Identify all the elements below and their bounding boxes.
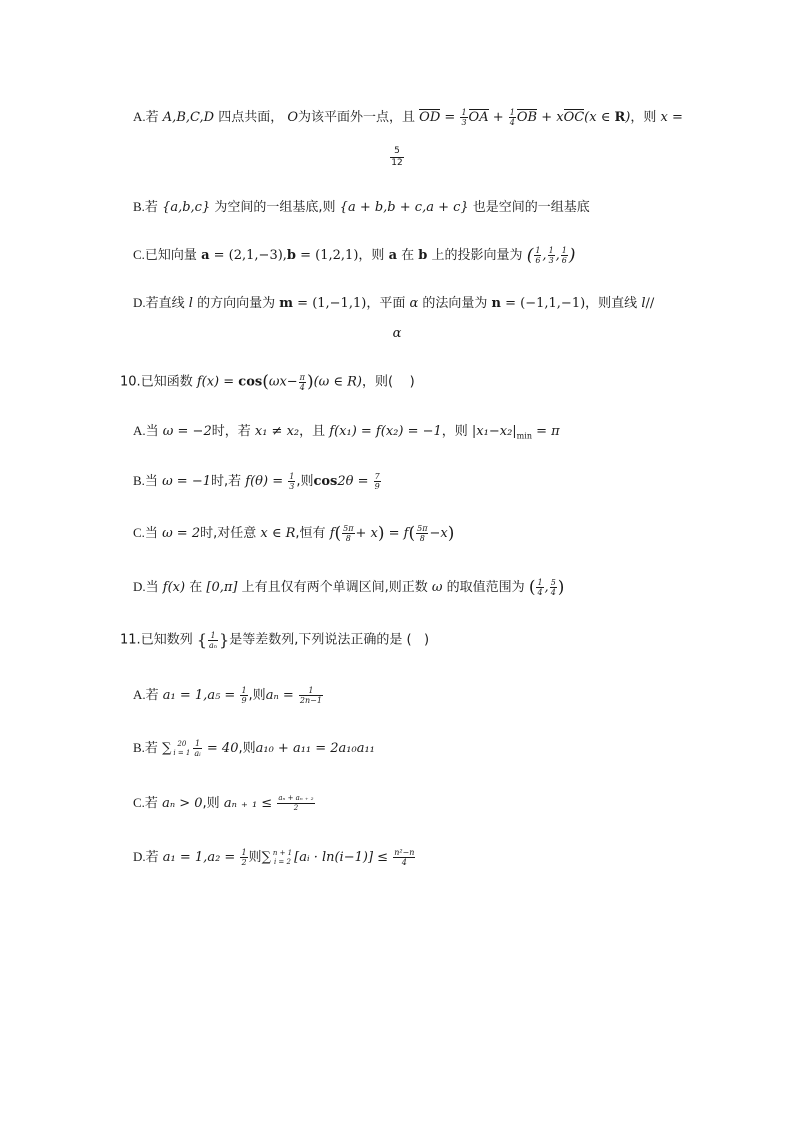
q10-option-b (133, 471, 382, 492)
math: = π (531, 424, 560, 439)
numerator: 5 (550, 578, 556, 587)
math-alpha: α (392, 326, 402, 341)
math: a₁₀ + a₁₁ = 2a₁₀a₁₁ (255, 741, 375, 756)
fraction (299, 373, 306, 392)
math: ω = −2 (162, 424, 212, 439)
math: f(θ) = (245, 474, 288, 489)
math-set: {a,b,c} (162, 200, 211, 215)
text: 的方向向量为 (197, 296, 276, 311)
denominator: 2 (277, 803, 314, 813)
text: ) (423, 632, 430, 648)
option-label: D. (133, 579, 146, 594)
text: 当 (145, 424, 159, 439)
math: 2θ = (337, 474, 373, 489)
math: x₁ ≠ x₂ (254, 424, 300, 439)
denominator: 2n−1 (299, 696, 322, 705)
text: 上的投影向量为 (431, 248, 523, 263)
option-label: C. (133, 525, 145, 540)
math-sequence: { $\frac{1}{\text{aₙ}}$ } (196, 630, 230, 650)
q11-option-a (133, 685, 324, 706)
math: f(x) (162, 580, 186, 595)
vector-a: a (388, 248, 397, 263)
numerator: 1 (241, 848, 247, 857)
text: 若 (144, 200, 158, 215)
math: ω = 2 (162, 526, 201, 541)
text: 已知函数 (140, 374, 193, 390)
math: a₁ = 1,a₂ = (162, 850, 240, 865)
math: aₙ = (265, 688, 298, 703)
q11-option-d (133, 847, 416, 868)
denominator: aₙ (209, 640, 218, 650)
vector-a: a (201, 248, 210, 263)
text: 在 (401, 248, 415, 263)
text: 当 (144, 526, 158, 541)
math-projection: ( $\frac{1}{6}$ , $\frac{1}{3}$ , $\frac{1}{6}$ ) (526, 245, 576, 266)
math-f: f(x) = (196, 374, 239, 390)
fraction (390, 146, 403, 169)
text: 四点共面， (218, 110, 284, 125)
text: 也是空间的一组基底 (472, 200, 590, 215)
q9-d-continued (0, 326, 794, 341)
fraction (299, 686, 323, 705)
text: ，则直线 (585, 296, 638, 311)
fraction (374, 472, 381, 491)
math: = (−1,1,−1) (501, 296, 586, 311)
text: ，且 (299, 424, 326, 439)
math-abs: |x₁−x₂| (471, 424, 517, 439)
option-label: A. (133, 687, 146, 702)
math-l: l (188, 296, 193, 311)
question-number: 10. (120, 374, 141, 390)
numerator: 5 (394, 146, 400, 156)
numerator: aₙ + aₙ ₊ ₂ (278, 794, 314, 802)
math: aₙ > 0 (162, 796, 203, 811)
math-cos: cos (313, 474, 338, 489)
text: 时,对任意 (200, 526, 257, 541)
math-sum (262, 850, 295, 865)
option-label: A. (133, 109, 146, 124)
text: ,则 (202, 796, 220, 811)
numerator: 1 (210, 630, 216, 640)
denominator: 8 (416, 533, 428, 543)
math: ω = −1 (162, 474, 211, 489)
math: f(x₁) = f(x₂) = −1 (329, 424, 442, 439)
text: 上有且仅有两个单调区间,则正数 (241, 580, 428, 595)
text: ) (409, 374, 415, 390)
numerator: π (299, 372, 305, 382)
text: 为空间的一组基底,则 (214, 200, 336, 215)
math: = (1,−1,1) (293, 296, 367, 311)
text: ,则 (296, 474, 314, 489)
sum-lower: i = 2 (273, 857, 291, 866)
text: 的法向量为 (422, 296, 488, 311)
numerator: 7 (374, 472, 380, 481)
math-range: ( $\frac{1}{4}$ , $\frac{5}{4}$ ) (528, 577, 565, 598)
denominator: 9 (374, 482, 380, 491)
text: 则 (248, 850, 262, 865)
math-vector-eq: OD = $\frac{1}{3}$ OA + $\frac{1}{4}$ OB + xOC(x ∈ R) (419, 108, 631, 127)
denominator: 4 (550, 588, 556, 597)
option-label: C. (133, 247, 145, 262)
q11-option-c (133, 793, 316, 814)
text: 已知向量 (144, 248, 197, 263)
text: 为该平面外一点，且 (298, 110, 416, 125)
sum-sign: ∑ (261, 850, 271, 865)
subscript-min: min (516, 431, 532, 441)
text: ，则( (362, 374, 394, 390)
q10-stem: 10.已知函数 f(x) = cos(ωx− $\frac{\pi}{4}$ )(ω ∈ R)，则( ) (120, 372, 415, 392)
text: 若 (145, 110, 159, 125)
math-omega: ω (431, 580, 443, 595)
numerator: 1 (308, 686, 314, 695)
q9-option-c (133, 245, 576, 266)
text: ,则 (248, 688, 266, 703)
math: ωx− (268, 374, 298, 390)
vector-n: n (491, 296, 501, 311)
math-cos: cos (238, 374, 263, 390)
math-set: {a + b,b + c,a + c} (339, 200, 469, 215)
math: [aᵢ · ln(i−1)] ≤ (294, 850, 393, 865)
option-label: C. (133, 795, 145, 810)
numerator: 1 (195, 739, 201, 748)
sum-sign: ∑ (162, 741, 172, 756)
option-label: B. (133, 199, 145, 214)
text: 若 (145, 850, 159, 865)
text: 是等差数列,下列说法正确的是 ( (229, 632, 412, 648)
denominator: 9 (241, 696, 247, 705)
denominator: 4 (393, 857, 415, 867)
numerator: 5π (343, 524, 354, 533)
q9-option-b (133, 197, 590, 218)
text: 若 (145, 688, 159, 703)
numerator: 5π (417, 524, 428, 533)
math-eq: = (672, 110, 683, 125)
vector-m: m (279, 296, 294, 311)
q11-stem (120, 630, 429, 651)
math-points: A,B,C,D (162, 110, 215, 125)
math: −x (429, 526, 448, 541)
text: ，则 (630, 110, 657, 125)
q10-option-d (133, 577, 564, 598)
q10-option-c: C.当 ω = 2时,对任意 x ∈ R,恒有 f( $\frac{5\pi}{8}$ + x) = f( $\frac{5\pi}{8}$ −x) (133, 523, 455, 544)
sum-lower: i = 1 (173, 748, 191, 757)
text: 时，若 (211, 424, 251, 439)
math-sum (162, 741, 203, 756)
fraction (393, 848, 415, 867)
option-label: B. (133, 473, 145, 488)
math-l: l (641, 296, 646, 311)
math: + x (355, 526, 378, 541)
math-o: O (287, 110, 299, 125)
text: 若 (144, 741, 158, 756)
q9-a-answer (0, 146, 794, 169)
math: = (1,2,1) (296, 248, 359, 263)
denominator: 12 (391, 158, 403, 168)
numerator: 1 (241, 686, 247, 695)
option-label: D. (133, 849, 146, 864)
sum-upper: n + 1 (272, 848, 293, 857)
text: 当 (145, 580, 159, 595)
fraction (240, 848, 247, 867)
text: ，平面 (366, 296, 406, 311)
math-f: f (329, 526, 335, 541)
q9-option-a (133, 107, 683, 128)
fraction (342, 524, 354, 543)
math-interval: [0,π] (206, 580, 238, 595)
denominator: aᵢ (194, 749, 201, 758)
text: 时,若 (211, 474, 242, 489)
option-label: D. (133, 295, 146, 310)
option-label: B. (133, 740, 145, 755)
math-alpha: α (409, 296, 419, 311)
text: 若直线 (145, 296, 185, 311)
text: ,恒有 (295, 526, 326, 541)
math: = f (384, 526, 409, 541)
text: ，则 (441, 424, 468, 439)
math: = 40 (202, 741, 239, 756)
text: 若 (144, 796, 158, 811)
vector-b: b (418, 248, 428, 263)
numerator: 1 (537, 578, 543, 587)
math: = (2,1,−3), (209, 248, 287, 263)
q10-option-a (133, 421, 560, 447)
q11-option-b (133, 738, 375, 759)
fraction (416, 524, 428, 543)
math: aₙ ₊ ₁ ≤ (223, 796, 277, 811)
fraction (240, 686, 247, 705)
denominator: 4 (537, 588, 543, 597)
question-number: 11. (120, 632, 141, 648)
option-label: A. (133, 423, 146, 438)
text: ，则 (358, 248, 385, 263)
denominator: 2 (241, 858, 247, 867)
numerator: 1 (289, 472, 295, 481)
denominator: 3 (289, 482, 295, 491)
q9-option-d (133, 293, 654, 314)
vector-b: b (286, 248, 297, 263)
text: ,则 (238, 741, 256, 756)
numerator: n²−n (394, 848, 415, 857)
math-x: x (660, 110, 668, 125)
sum-upper: 20 (177, 739, 187, 748)
math: x ∈ R (260, 526, 296, 541)
denominator: 8 (342, 533, 354, 543)
text: 已知数列 (140, 632, 193, 648)
math-parallel: // (645, 296, 655, 311)
fraction (277, 794, 314, 813)
math: a₁ = 1,a₅ = (162, 688, 240, 703)
denominator: 4 (299, 382, 305, 392)
fraction (288, 472, 295, 491)
text: 的取值范围为 (446, 580, 525, 595)
text: 当 (144, 474, 158, 489)
text: 在 (189, 580, 203, 595)
math-domain: (ω ∈ R) (313, 374, 362, 390)
